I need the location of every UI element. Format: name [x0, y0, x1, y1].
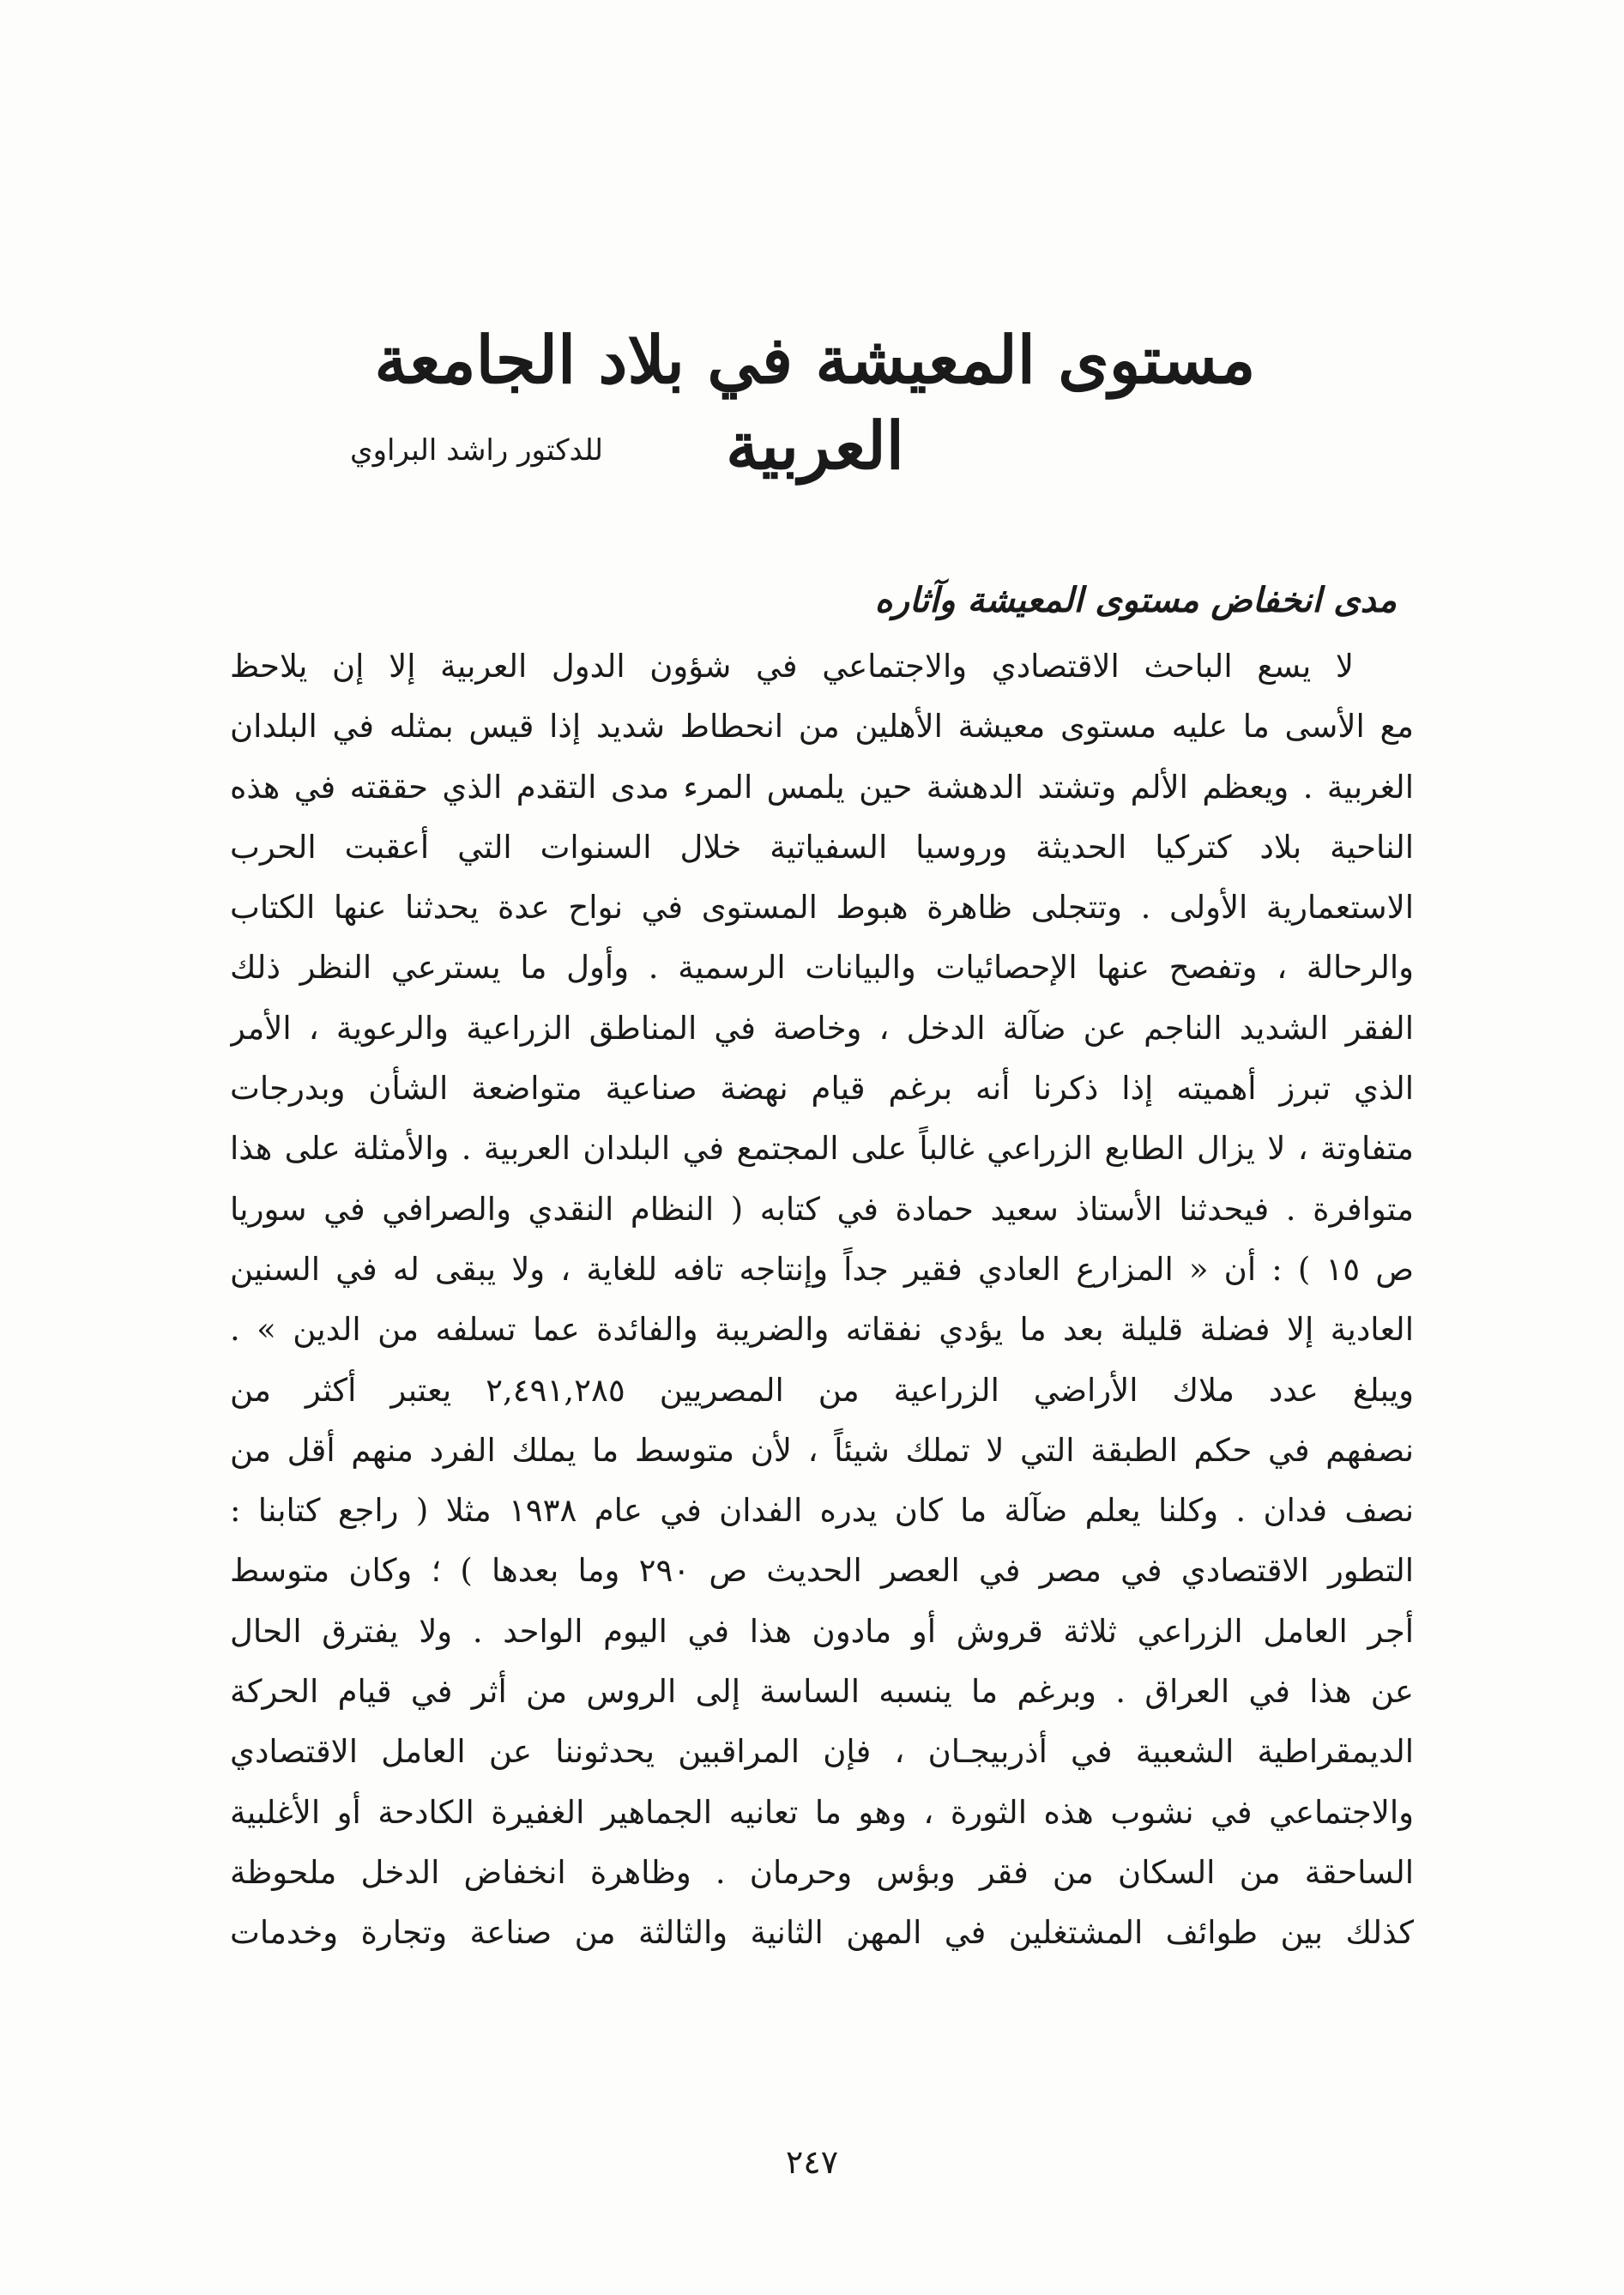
- text-line: نصف فدان . وكلنا يعلم ضآلة ما كان يدره الفدان في عام ١٩٣٨ مثلا ( راجع كتابنا :: [230, 1492, 1414, 1530]
- text-line: مع الأسى ما عليه مستوى معيشة الأهلين من انحطاط شديد إذا قيس بمثله في البلدان: [230, 708, 1414, 746]
- page-number: ٢٤٧: [785, 2143, 839, 2181]
- text-line: الساحقة من السكان من فقر وبؤس وحرمان . وظاهرة انخفاض الدخل ملحوظة: [230, 1853, 1414, 1891]
- text-line: الذي تبرز أهميته إذا ذكرنا أنه برغم قيام نهضة صناعية متواضعة الشأن وبدرجات: [230, 1070, 1414, 1108]
- text-line: لا يسع الباحث الاقتصادي والاجتماعي في شؤون الدول العربية إلا إن يلاحظ: [230, 648, 1354, 685]
- text-line: نصفهم في حكم الطبقة التي لا تملك شيئاً ، لأن متوسط ما يملك الفرد منهم أقل من: [230, 1431, 1414, 1469]
- text-line: عن هذا في العراق . وبرغم ما ينسبه الساسة إلى الروس من أثر في قيام الحركة: [230, 1673, 1414, 1711]
- text-line: ص ١٥ ) : أن « المزارع العادي فقير جداً وإنتاجه تافه للغاية ، ولا يبقى له في السنين: [230, 1250, 1414, 1288]
- author-byline: للدكتور راشد البراوي: [349, 433, 603, 468]
- text-line: متفاوتة ، لا يزال الطابع الزراعي غالباً على المجتمع في البلدان العربية . والأمثلة على هذا: [230, 1130, 1414, 1168]
- text-line: الناحية بلاد كتركيا الحديثة وروسيا السفياتية خلال السنوات التي أعقبت الحرب: [230, 828, 1414, 866]
- text-line: الفقر الشديد الناجم عن ضآلة الدخل ، وخاصة في المناطق الزراعية والرعوية ، الأمر: [230, 1009, 1414, 1047]
- section-heading: مدى انخفاض مستوى المعيشة وآثاره: [874, 580, 1397, 620]
- text-line: الاستعمارية الأولى . وتتجلى ظاهرة هبوط المستوى في نواح عدة يحدثنا عنها الكتاب: [230, 889, 1414, 927]
- text-line: والاجتماعي في نشوب هذه الثورة ، وهو ما تعانيه الجماهير الغفيرة الكادحة أو الأغلبية: [230, 1793, 1414, 1831]
- text-line: التطور الاقتصادي في مصر في العصر الحديث ص ٢٩٠ وما بعدها ) ؛ وكان متوسط: [230, 1552, 1414, 1590]
- text-line: الديمقراطية الشعبية في أذربيجـان ، فإن المراقبين يحدثوننا عن العامل الاقتصادي: [230, 1733, 1414, 1771]
- text-line: العادية إلا فضلة قليلة بعد ما يؤدي نفقاته والضريبة والفائدة عما تسلفه من الدين » .: [230, 1311, 1414, 1349]
- text-line: الغربية . ويعظم الألم وتشتد الدهشة حين يلمس المرء مدى التقدم الذي حققته في هذه: [230, 768, 1414, 806]
- body-text: [230, 637, 1414, 1964]
- text-line: والرحالة ، وتفصح عنها الإحصائيات والبيانات الرسمية . وأول ما يسترعي النظر ذلك: [230, 949, 1414, 987]
- text-line: ويبلغ عدد ملاك الأراضي الزراعية من المصريين ٢,٤٩١,٢٨٥ يعتبر أكثر من: [230, 1371, 1414, 1409]
- article-title: مستوى المعيشة في بلاد الجامعة العربية: [374, 322, 1256, 484]
- text-line: متوافرة . فيحدثنا الأستاذ سعيد حمادة في كتابه ( النظام النقدي والصرافي في سوريا: [230, 1190, 1414, 1228]
- text-line: أجر العامل الزراعي ثلاثة قروش أو مادون هذا في اليوم الواحد . ولا يفترق الحال: [230, 1612, 1414, 1650]
- text-line: كذلك بين طوائف المشتغلين في المهن الثانية والثالثة من صناعة وتجارة وخدمات: [230, 1914, 1414, 1952]
